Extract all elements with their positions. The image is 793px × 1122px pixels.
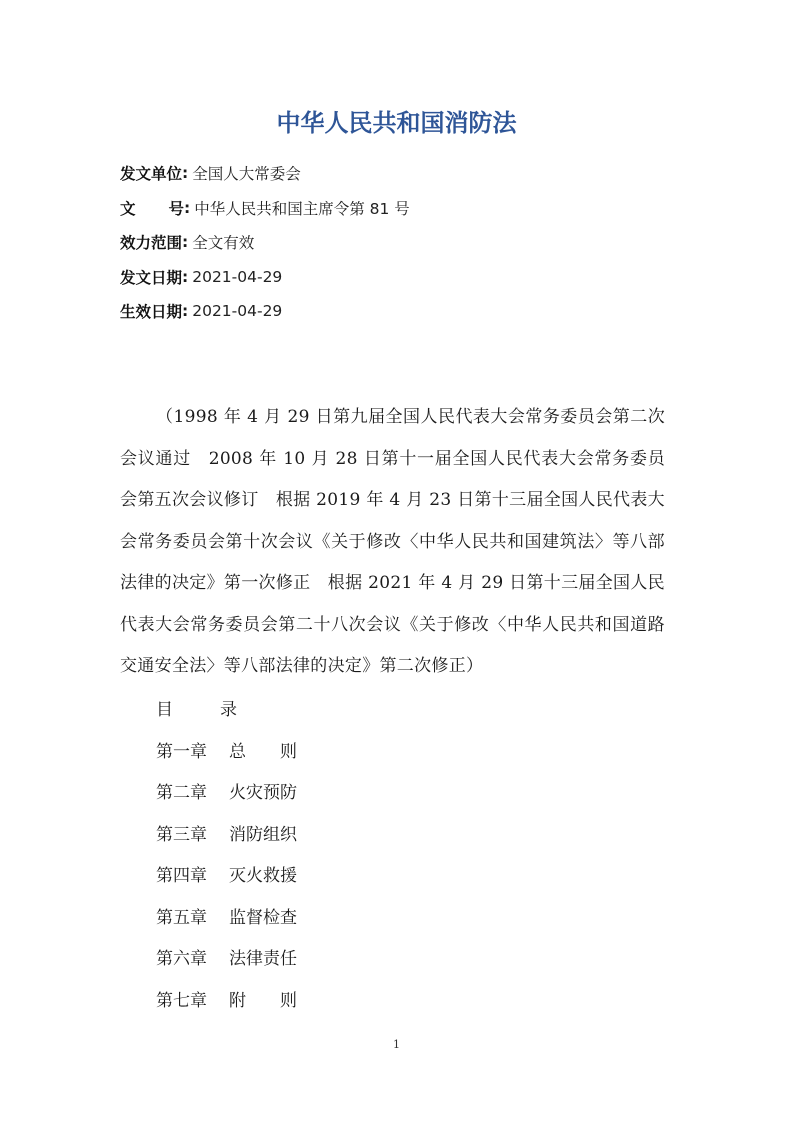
toc-chapter-number: 第二章	[156, 783, 207, 803]
meta-row-issuer	[120, 156, 680, 191]
meta-value-doc-number: 中华人民共和国主席令第 81 号	[194, 199, 410, 218]
meta-row-doc-number	[120, 191, 680, 226]
toc-chapter-number: 第七章	[156, 990, 207, 1011]
meta-label-doc-number	[120, 197, 184, 219]
toc-chapter-number: 第四章	[156, 866, 207, 886]
meta-label-char: 号	[168, 199, 184, 218]
page-title: 中华人民共和国消防法	[276, 109, 517, 137]
toc-chapter-number: 第六章	[156, 949, 207, 969]
toc-chapter-title: 监督检查	[229, 907, 297, 928]
toc-item	[156, 815, 556, 857]
toc-chapter-title: 总 则	[229, 741, 297, 762]
toc-chapter-number: 第五章	[156, 907, 207, 928]
meta-colon: :	[182, 267, 189, 286]
toc-item	[156, 773, 556, 815]
meta-value-scope: 全文有效	[192, 234, 255, 253]
meta-label-issue-date: 发文日期	[120, 268, 183, 287]
meta-value-issue-date: 2021-04-29	[192, 267, 283, 286]
meta-row-effective-date	[120, 294, 680, 329]
meta-colon: :	[182, 233, 189, 252]
preamble-paragraph: （1998 年 4 月 29 日第九届全国人民代表大会常务委员会第二次会议通过 2008 年 10 月 28 日第十一届全国人民代表大会常务委员会第五次会议修订 根据 2019 年 4 月 23 日第十三届全国人民代表大会常务委员会第十次会议《关于修改〈中华人民共和国建筑法〉等八部法律的决定》第一次修正 根据 2021 年 4 月 29 日第十三届全国人民代表大会常务委员会第二十八次会议《关于修改〈中华人民共和国道路交通安全法〉等八部法律的决定》第二次修正）	[120, 407, 665, 676]
meta-label-effective-date: 生效日期	[120, 303, 183, 322]
toc-item	[156, 939, 556, 981]
toc-chapter-title: 火灾预防	[229, 783, 297, 803]
toc-item	[156, 732, 556, 774]
meta-colon: :	[182, 302, 189, 321]
toc-item	[156, 898, 556, 940]
toc-item	[156, 856, 556, 898]
toc-chapter-title: 灭火救援	[229, 866, 297, 886]
toc-chapter-title: 附 则	[229, 990, 297, 1011]
toc-chapter-number: 第三章	[156, 824, 207, 845]
meta-value-effective-date: 2021-04-29	[192, 302, 283, 321]
meta-label-issuer: 发文单位	[120, 165, 183, 184]
metadata-block	[120, 156, 680, 329]
meta-row-issue-date	[120, 260, 680, 295]
toc-chapter-title: 消防组织	[229, 824, 297, 845]
toc-heading	[156, 690, 556, 732]
page-number: 1	[393, 1038, 400, 1051]
toc-chapter-title: 法律责任	[229, 949, 297, 969]
toc-heading-char: 录	[220, 700, 237, 720]
meta-colon: :	[182, 164, 189, 183]
meta-value-issuer: 全国人大常委会	[192, 165, 301, 184]
toc-item	[156, 981, 556, 1023]
toc-heading-char: 目	[156, 700, 173, 720]
toc-chapter-number: 第一章	[156, 741, 207, 762]
meta-label-scope: 效力范围	[120, 234, 183, 253]
table-of-contents	[156, 690, 556, 1022]
meta-row-scope	[120, 225, 680, 260]
meta-colon: :	[184, 198, 191, 217]
meta-label-char: 文	[120, 199, 136, 218]
